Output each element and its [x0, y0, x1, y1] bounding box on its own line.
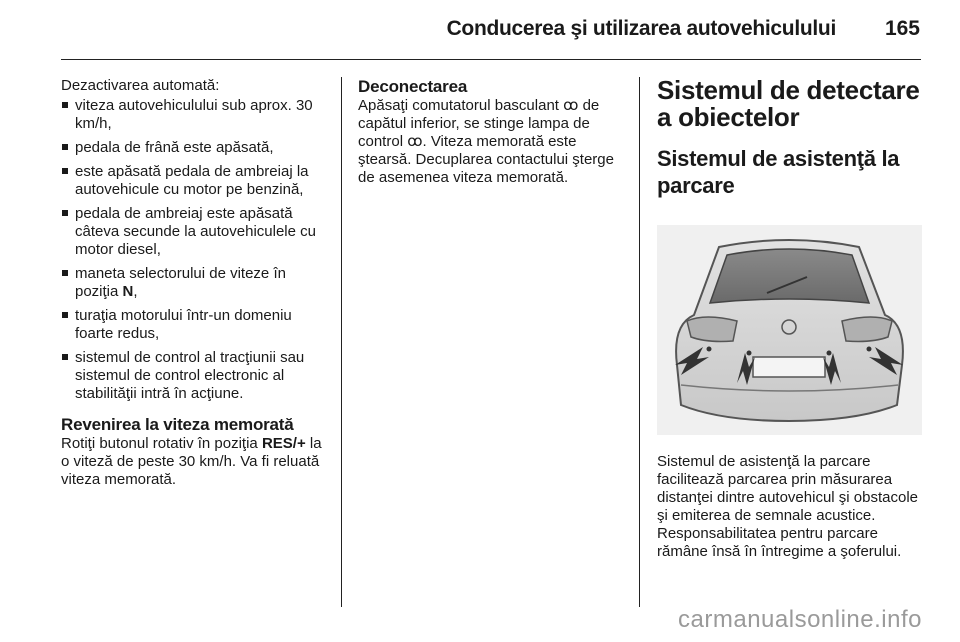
column-divider-right	[639, 77, 640, 607]
page-number: 165	[884, 17, 920, 40]
cruise-control-off-icon: ꝏ	[563, 97, 579, 114]
watermark: carmanualsonline.info	[678, 606, 922, 633]
list-item-text: este apăsată pedala de ambreiaj la autovehicule cu motor pe benzină,	[75, 163, 309, 198]
left-tail-light	[687, 317, 737, 342]
deactivation-list	[61, 97, 333, 403]
header-rule	[61, 59, 921, 60]
list-item	[61, 97, 333, 133]
column-2	[358, 77, 620, 187]
bullet-square-icon	[62, 102, 68, 108]
list-item	[61, 265, 333, 301]
header-title: Conducerea şi utilizarea autovehiculului	[446, 17, 836, 40]
auto-deactivation-intro: Dezactivarea automată:	[61, 77, 220, 94]
disconnect-text-part1: Apăsaţi comutatorul basculant	[358, 97, 564, 114]
list-item-text: viteza autovehiculului sub aprox. 30 km/h,	[75, 97, 313, 132]
list-item-text: sistemul de control al tracţiunii sau sistemul de control electronic al stabilităţii intră în acţiune.	[75, 349, 305, 402]
list-item	[61, 139, 333, 157]
resume-text-end: la o viteză de peste 30 km/h. Va fi reluată viteza memorată.	[61, 435, 322, 488]
license-plate	[753, 357, 825, 377]
list-item-text: pedala de ambreiaj este apăsată câteva secunde la autovehiculele cu motor diesel,	[75, 205, 316, 258]
disconnect-heading: Deconectarea	[358, 77, 468, 96]
res-plus-label: RES/+	[261, 435, 306, 452]
list-item-text: turaţia motorului într-un domeniu foarte redus,	[75, 307, 292, 342]
bullet-square-icon	[62, 144, 68, 150]
car-rear-illustration	[657, 225, 922, 435]
bullet-square-icon	[62, 210, 68, 216]
gear-position-n: N	[122, 283, 134, 300]
resume-speed-heading: Revenirea la viteza memorată	[61, 415, 294, 434]
rear-window	[710, 249, 869, 303]
sensor-dot	[707, 347, 712, 352]
sensor-dot	[867, 347, 872, 352]
parking-assist-caption: Sistemul de asistenţă la parcare facilitează parcarea prin măsurarea distanţei dintre autovehicul şi obstacole şi emiterea de semnale acustice. Responsabilitatea pentru parcare rămâne însă în întregime a şoferului.	[657, 453, 918, 560]
list-item-text: pedala de frână este apăsată,	[75, 139, 274, 156]
bullet-square-icon	[62, 354, 68, 360]
subsection-title: Sistemul de asistenţă la parcare	[657, 146, 900, 198]
list-item	[61, 205, 333, 259]
bullet-square-icon	[62, 312, 68, 318]
column-3	[657, 77, 922, 561]
disconnect-text-part2: de capătul inferior, se stinge lampa de control	[358, 97, 600, 150]
resume-text-start: Rotiţi butonul rotativ în poziţia	[61, 435, 262, 452]
list-item	[61, 349, 333, 403]
list-item	[61, 163, 333, 199]
disconnect-text	[358, 97, 620, 187]
resume-speed-text	[61, 435, 333, 489]
parking-sensor-figure	[657, 225, 922, 435]
column-divider-left	[341, 77, 342, 607]
disconnect-text-part3: . Viteza memorată este ştearsă. Decuplarea contactului şterge de asemenea viteza memorată.	[358, 133, 614, 186]
cruise-control-off-icon: ꝏ	[407, 133, 423, 150]
bullet-square-icon	[62, 168, 68, 174]
sensor-dot	[827, 351, 832, 356]
list-item-text-end: ,	[133, 283, 138, 300]
bullet-square-icon	[62, 270, 68, 276]
sensor-dot	[747, 351, 752, 356]
column-1	[61, 77, 333, 489]
section-title: Sistemul de detectare a obiectelor	[657, 75, 920, 132]
list-item	[61, 307, 333, 343]
list-item-text: maneta selectorului de viteze în poziţia	[75, 265, 286, 300]
right-tail-light	[842, 317, 892, 342]
